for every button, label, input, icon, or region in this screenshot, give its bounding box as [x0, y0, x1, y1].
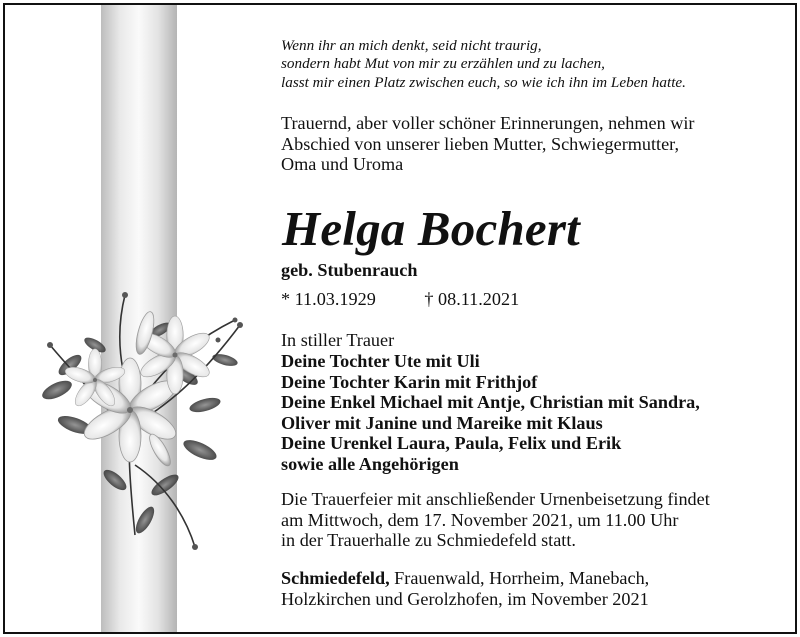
- mourner-line: Deine Urenkel Laura, Paula, Felix und Erik: [281, 433, 622, 453]
- intro-line: Oma und Uroma: [281, 154, 404, 174]
- place-line: Holzkirchen und Gerolzhofen, im November 2021: [281, 588, 649, 609]
- town-name: Schmiedefeld,: [281, 568, 390, 588]
- poem-line: Wenn ihr an mich denkt, seid nicht traurig,: [281, 37, 542, 54]
- mourner-line: sowie alle Angehörigen: [281, 453, 459, 474]
- intro-line: Abschied von unserer lieben Mutter, Schwiegermutter,: [281, 133, 680, 154]
- poem-line: sondern habt Mut von mir zu erzählen und zu lachen,: [281, 55, 605, 73]
- intro-paragraph: [281, 113, 694, 175]
- mourners-heading: In stiller Trauer: [281, 330, 395, 350]
- deceased-name: Helga Bochert: [282, 201, 580, 256]
- death-date: † 08.11.2021: [424, 289, 520, 309]
- place-line: [281, 568, 649, 589]
- maiden-name: geb. Stubenrauch: [281, 260, 418, 280]
- place-and-date: [281, 568, 649, 609]
- obituary-notice: [3, 3, 797, 634]
- mourner-line: Deine Enkel Michael mit Antje, Christian mit Sandra,: [281, 392, 700, 412]
- mourner-line: Deine Tochter Ute mit Uli: [281, 351, 480, 371]
- place-rest: Frauenwald, Horrheim, Manebach,: [389, 568, 650, 588]
- intro-line: Trauernd, aber voller schöner Erinnerungen, nehmen wir: [281, 113, 695, 133]
- mourner-line: Oliver mit Janine und Mareike mit Klaus: [281, 412, 603, 433]
- ceremony-details: [281, 489, 710, 551]
- lily-bouquet-illustration: [35, 285, 255, 555]
- ceremony-line: in der Trauerhalle zu Schmiedefeld statt.: [281, 530, 576, 550]
- mourners-list: [281, 351, 700, 474]
- ceremony-line: am Mittwoch, dem 17. November 2021, um 11.00 Uhr: [281, 509, 679, 530]
- birth-date: * 11.03.1929: [281, 289, 376, 309]
- ceremony-line: Die Trauerfeier mit anschließender Urnenbeisetzung findet: [281, 489, 710, 509]
- memorial-poem: [281, 37, 686, 92]
- life-dates: [281, 289, 519, 310]
- mourner-line: Deine Tochter Karin mit Frithjof: [281, 371, 538, 392]
- poem-line: lasst mir einen Platz zwischen euch, so wie ich ihn im Leben hatte.: [281, 73, 686, 91]
